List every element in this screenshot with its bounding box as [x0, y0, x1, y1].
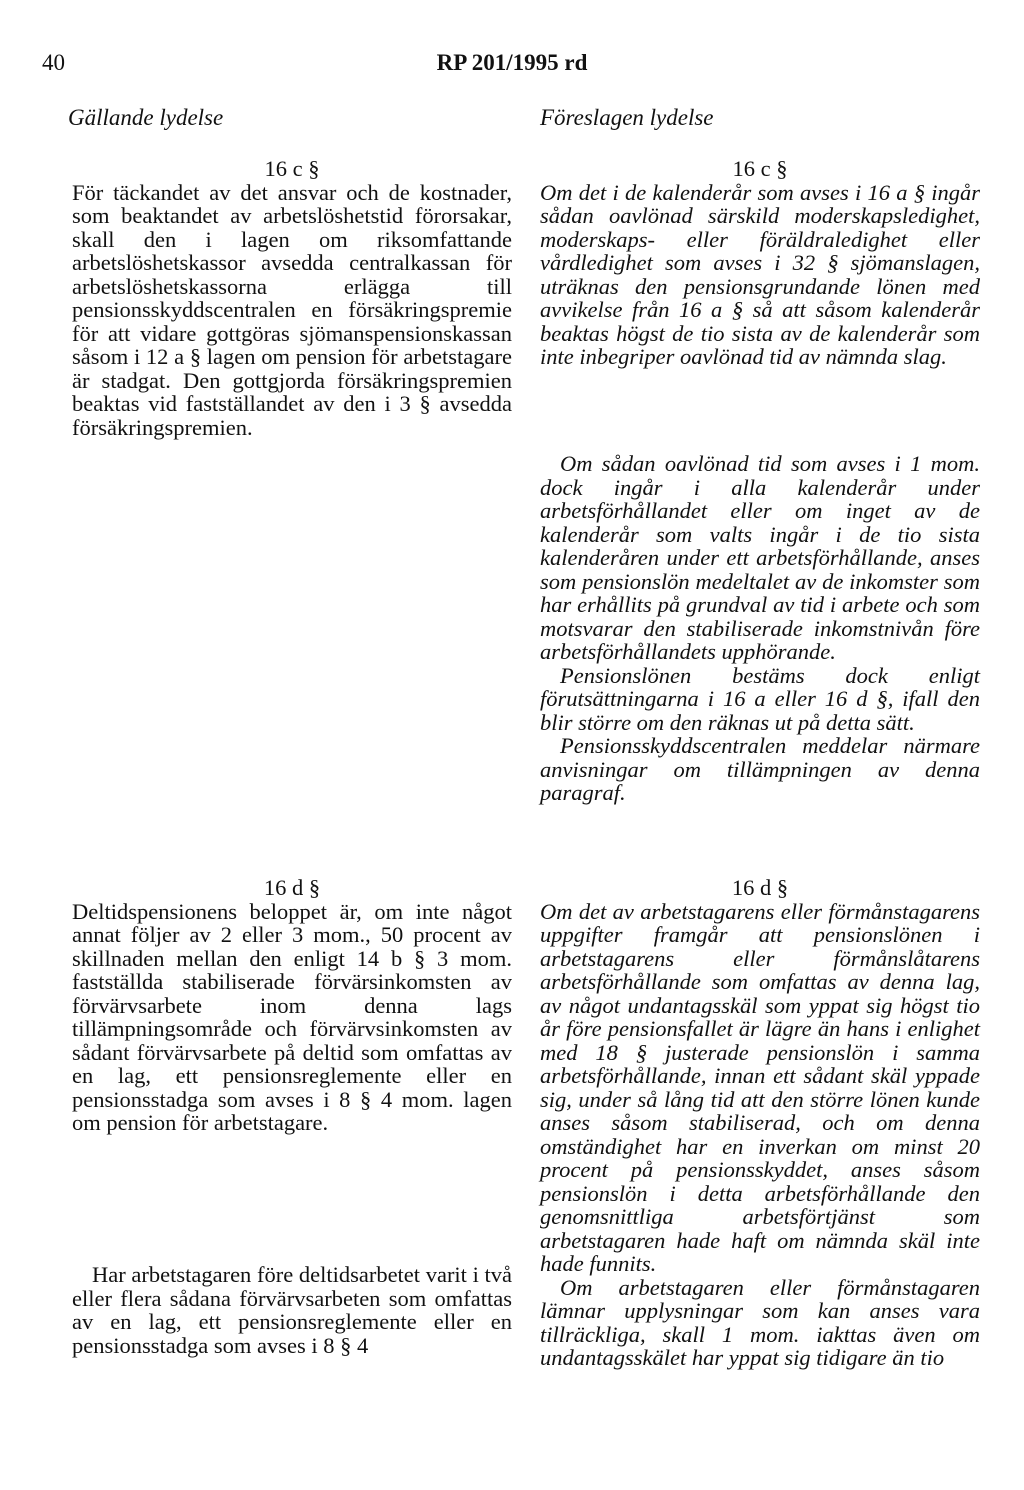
- page-number: 40: [42, 50, 65, 75]
- section-16d-current-cont: [72, 1263, 512, 1357]
- left-column-title: Gällande lydelse: [68, 105, 224, 130]
- running-head: RP 201/1995 rd: [436, 50, 588, 75]
- paragraph: Pensionslönen bestäms dock enligt förutsättningarna i 16 a eller 16 d §, ifall den blir större om den räknas ut på detta sätt.: [540, 662, 980, 735]
- paragraph: Om arbetstagaren eller förmånstagaren lämnar upplysningar som kan anses vara tillräckliga, skall 1 mom. iakttas även om undantagsskälet har yppat sig tidigare än tio: [540, 1274, 980, 1370]
- section-16c-current: [72, 157, 512, 439]
- paragraph: För täckandet av det ansvar och de kostnader, som beaktandet av arbetslöshetstid förorsakar, skall den i lagen om riksomfattande arbetslöshetskassor avsedda centralkassan för arbetslöshetskassorna erlägga till pensionsskyddscentralen en försäkringspremie för att vidare gottgöras sjömanspensionskassan såsom i 12 a § lagen om pension för arbetstagare är stadgat. Den gottgjorda försäkringspremien beaktas vid fastställandet av den i 3 § avsedda försäkringspremien.: [72, 179, 512, 440]
- paragraph: Deltidspensionens beloppet är, om inte något annat följer av 2 eller 3 mom., 50 procent av skillnaden mellan den enligt 14 b § 3 mom. fastställda stabiliserade förvärsinkomsten av förvärvsarbete inom denna lags tillämpningsområde och förvärvsinkomsten av sådant förvärvsarbete på deltid som omfattas av en lag, ett pensionsreglemente eller en pensionsstadga som avses i 8 § 4 mom. lagen om pension för arbetstagare.: [72, 898, 512, 1135]
- paragraph: Pensionsskyddscentralen meddelar närmare anvisningar om tillämpningen av denna paragraf.: [540, 733, 980, 805]
- right-column-title: Föreslagen lydelse: [540, 105, 714, 130]
- section-heading: 16 c §: [732, 156, 788, 181]
- paragraph: Om det i de kalenderår som avses i 16 a § ingår sådan oavlönad särskild moderskapsledighet, moderskaps- eller föräldraledighet eller vårdledighet som avses i 32 § sjömanslagen, uträknas den pensionsgrundande lönen med avvikelse från 16 a § så att såsom kalenderår beaktas högst de tio sista av de kalenderår som inte inbegriper oavlönad tid av nämnda slag.: [540, 179, 980, 369]
- section-16c-proposed: [540, 157, 980, 369]
- section-heading: 16 d §: [731, 875, 789, 900]
- paragraph: Om sådan oavlönad tid som avses i 1 mom. dock ingår i alla kalenderår under arbetsförhållandet eller om inget av de kalenderår som valts ingår i de tio sista kalenderåren under ett arbetsförhållande, anses som pensionslön medeltalet av de inkomster som har erhållits på grundval av tid i arbete och som motsvarar den stabiliserade inkomstnivån före arbetsförhållandets upphörande.: [540, 451, 980, 664]
- section-16d-current: [72, 876, 512, 1135]
- section-16d-proposed: [540, 876, 980, 1370]
- paragraph: Om det av arbetstagarens eller förmånstagarens uppgifter framgår att pensionslönen i arbetstagarens eller förmånslåtarens arbetsförhållande som omfattas av denna lag, av något undantagsskäl som yppat sig högst tio år före pensionsfallet är lägre än hans i enlighet med 18 § justerade pensionslön i samma arbetsförhållande, innan ett sådant skäl yppade sig, under så lång tid att den större lönen kunde anses såsom stabiliserad, och om denna omständighet har en inverkan om minst 20 procent på pensionsskyddet, anses såsom pensionslön i detta arbetsförhållande den genomsnittliga arbetsförtjänst som arbetstagaren hade haft om nämnda skäl inte hade funnits.: [540, 898, 980, 1276]
- section-16c-proposed-cont: [540, 452, 980, 805]
- section-heading: 16 c §: [264, 156, 320, 181]
- paragraph: Har arbetstagaren före deltidsarbetet varit i två eller flera sådana förvärvsarbeten som omfattas av en lag, ett pensionsreglemente eller en pensionsstadga som avses i 8 § 4: [72, 1262, 512, 1358]
- section-heading: 16 d §: [263, 875, 321, 900]
